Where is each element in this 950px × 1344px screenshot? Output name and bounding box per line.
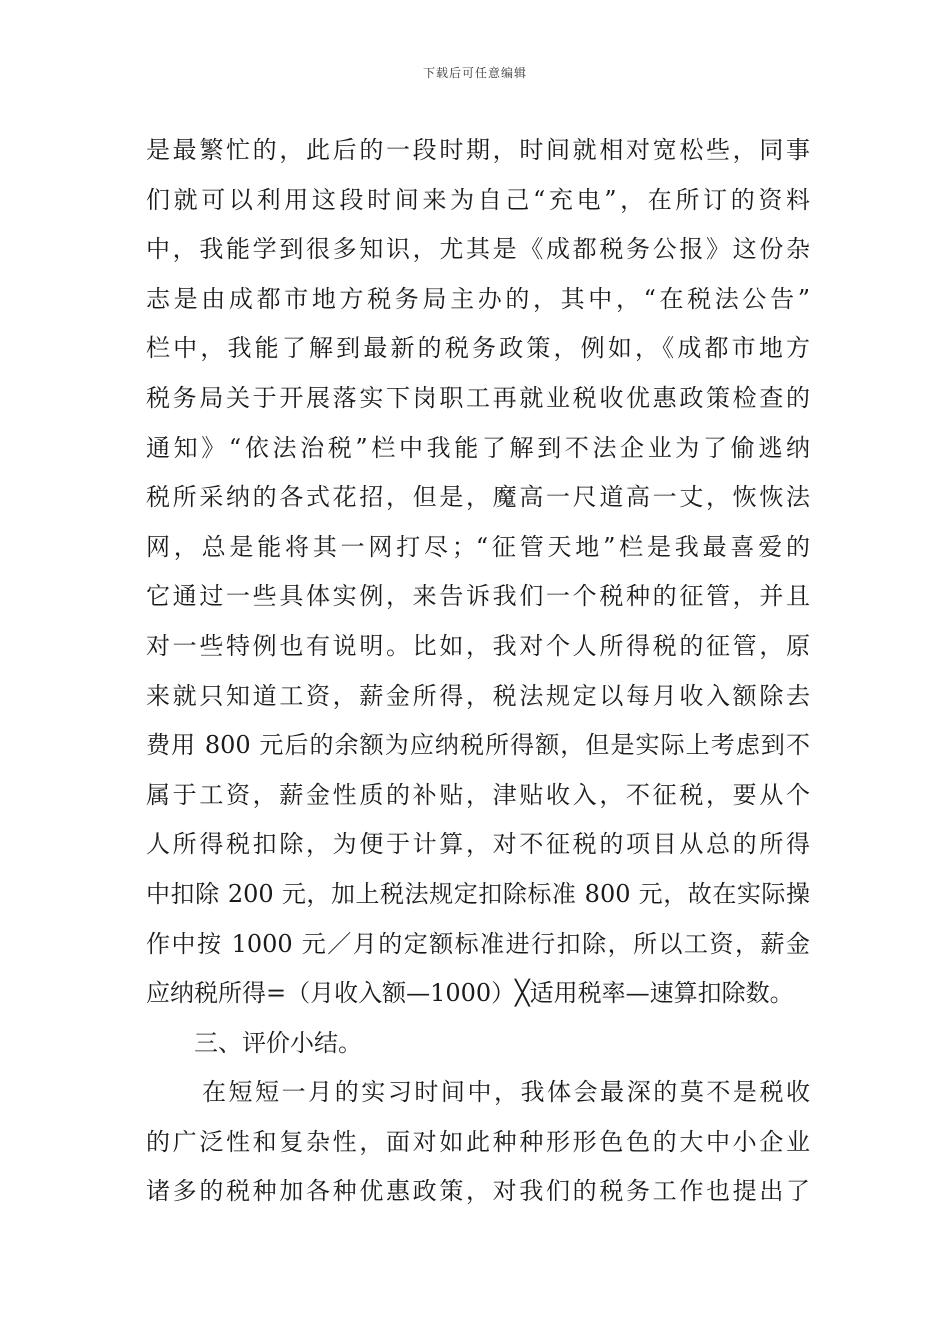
text-line: 诸多的税种加各种优惠政策，对我们的税务工作也提出了	[146, 1177, 810, 1206]
text-line: 中扣除 200 元，加上税法规定扣除标准 800 元，故在实际操	[146, 879, 810, 908]
text-line: 人所得税扣除，为便于计算，对不征税的项目从总的所得	[146, 830, 810, 859]
text-line: 通知》“依法治税”栏中我能了解到不法企业为了偷逃纳	[146, 433, 810, 462]
section-heading: 三、评价小结。	[194, 1028, 362, 1057]
text-line: 属于工资，薪金性质的补贴，津贴收入，不征税，要从个	[146, 780, 810, 809]
text-line: 应纳税所得=（月收入额—1000）╳适用税率—速算扣除数。	[146, 979, 794, 1008]
text-line: 网，总是能将其一网打尽；“征管天地”栏是我最喜爱的	[146, 532, 810, 561]
text-line: 税务局关于开展落实下岗职工再就业税收优惠政策检查的	[146, 383, 810, 412]
text-line: 是最繁忙的，此后的一段时期，时间就相对宽松些，同事	[146, 136, 810, 164]
text-line: 中，我能学到很多知识，尤其是《成都税务公报》这份杂	[146, 235, 810, 264]
text-line: 来就只知道工资，薪金所得，税法规定以每月收入额除去	[146, 681, 810, 710]
text-line: 栏中，我能了解到最新的税务政策，例如，《成都市地方	[146, 334, 810, 363]
document-body	[146, 126, 810, 1217]
text-line: 作中按 1000 元／月的定额标准进行扣除，所以工资，薪金	[146, 929, 810, 958]
text-line: 税所采纳的各式花招，但是，魔高一尺道高一丈，恢恢法	[146, 483, 810, 512]
text-line: 费用 800 元后的余额为应纳税所得额，但是实际上考虑到不	[146, 731, 810, 760]
text-line: 们就可以利用这段时间来为自己“充电”，在所订的资料	[146, 185, 810, 214]
page-header: 下载后可任意编辑	[422, 66, 527, 80]
text-line: 它通过一些具体实例，来告诉我们一个税种的征管，并且	[146, 582, 810, 611]
text-line: 对一些特例也有说明。比如，我对个人所得税的征管，原	[146, 631, 810, 660]
text-line: 志是由成都市地方税务局主办的，其中，“在税法公告”	[146, 284, 810, 313]
text-line: 在短短一月的实习时间中，我体会最深的莫不是税收	[202, 1078, 810, 1107]
text-line: 的广泛性和复杂性，面对如此种种形形色色的大中小企业	[146, 1127, 810, 1156]
